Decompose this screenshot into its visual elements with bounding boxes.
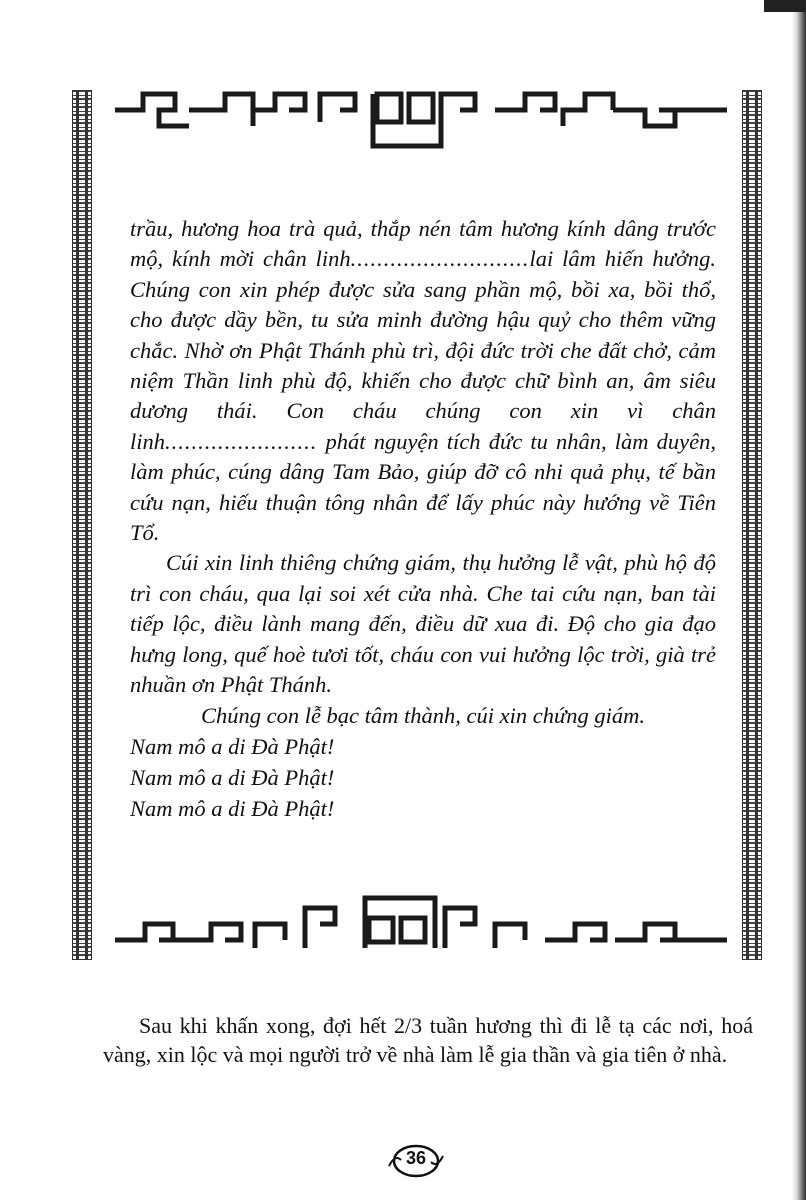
spine-top-mark: [764, 0, 806, 12]
chant-line-2: Nam mô a di Đà Phật!: [130, 764, 335, 790]
top-ornament: [115, 86, 727, 156]
chant-line-1: Nam mô a di Đà Phật!: [130, 733, 335, 759]
chant-line-3: Nam mô a di Đà Phật!: [130, 795, 335, 821]
bottom-ornament: [115, 888, 727, 958]
prayer-paragraph-1: trầu, hương hoa trà quả, thắp nén tâm hương kính dâng trước mộ, kính mời chân linh...........................lai lâm hiến hưởng. Chúng con xin phép được sửa sang phần mộ, bồi xa, bồi thổ, cho được dầy bền, tu sửa minh đường hậu quỷ cho thêm vững chắc. Nhờ ơn Phật Thánh phù trì, đội đức trời che đất chở, cảm niệm Thần linh phù độ, khiến cho được chữ bình an, âm siêu dương thái. Con cháu chúng con xin vì chân linh....................... phát nguyện tích đức tu nhân, làm duyên, làm phúc, cúng dâng Tam Bảo, giúp đỡ cô nhi quả phụ, tế bần cứu nạn, hiếu thuận tông nhân để lấy phúc này hướng về Tiên Tổ.: [130, 216, 717, 546]
left-decorative-border: [72, 90, 92, 960]
boxed-prayer-text: [130, 214, 716, 824]
book-spine-shadow: [792, 0, 806, 1200]
page-number: 36: [405, 1148, 427, 1168]
after-text-block: [103, 1012, 753, 1069]
prayer-paragraph-2: Cúi xin linh thiêng chứng giám, thụ hưởng lễ vật, phù hộ độ trì con cháu, qua lại soi xét cửa nhà. Che tai cứu nạn, ban tài tiếp lộc, điều lành mang đến, điều dữ xua đi. Độ cho gia đạo hưng long, quế hoè tươi tốt, cháu con vui hưởng lộc trời, già trẻ nhuần ơn Phật Thánh.: [130, 550, 716, 698]
after-text-paragraph: Sau khi khấn xong, đợi hết 2/3 tuần hương thì đi lễ tạ các nơi, hoá vàng, xin lộc và mọi người trở về nhà làm lễ gia thần và gia tiên ở nhà.: [103, 1013, 753, 1067]
page-number-badge: [385, 1140, 447, 1180]
prayer-paragraph-3: Chúng con lễ bạc tâm thành, cúi xin chứng giám.: [200, 702, 646, 728]
right-decorative-border: [742, 90, 762, 960]
